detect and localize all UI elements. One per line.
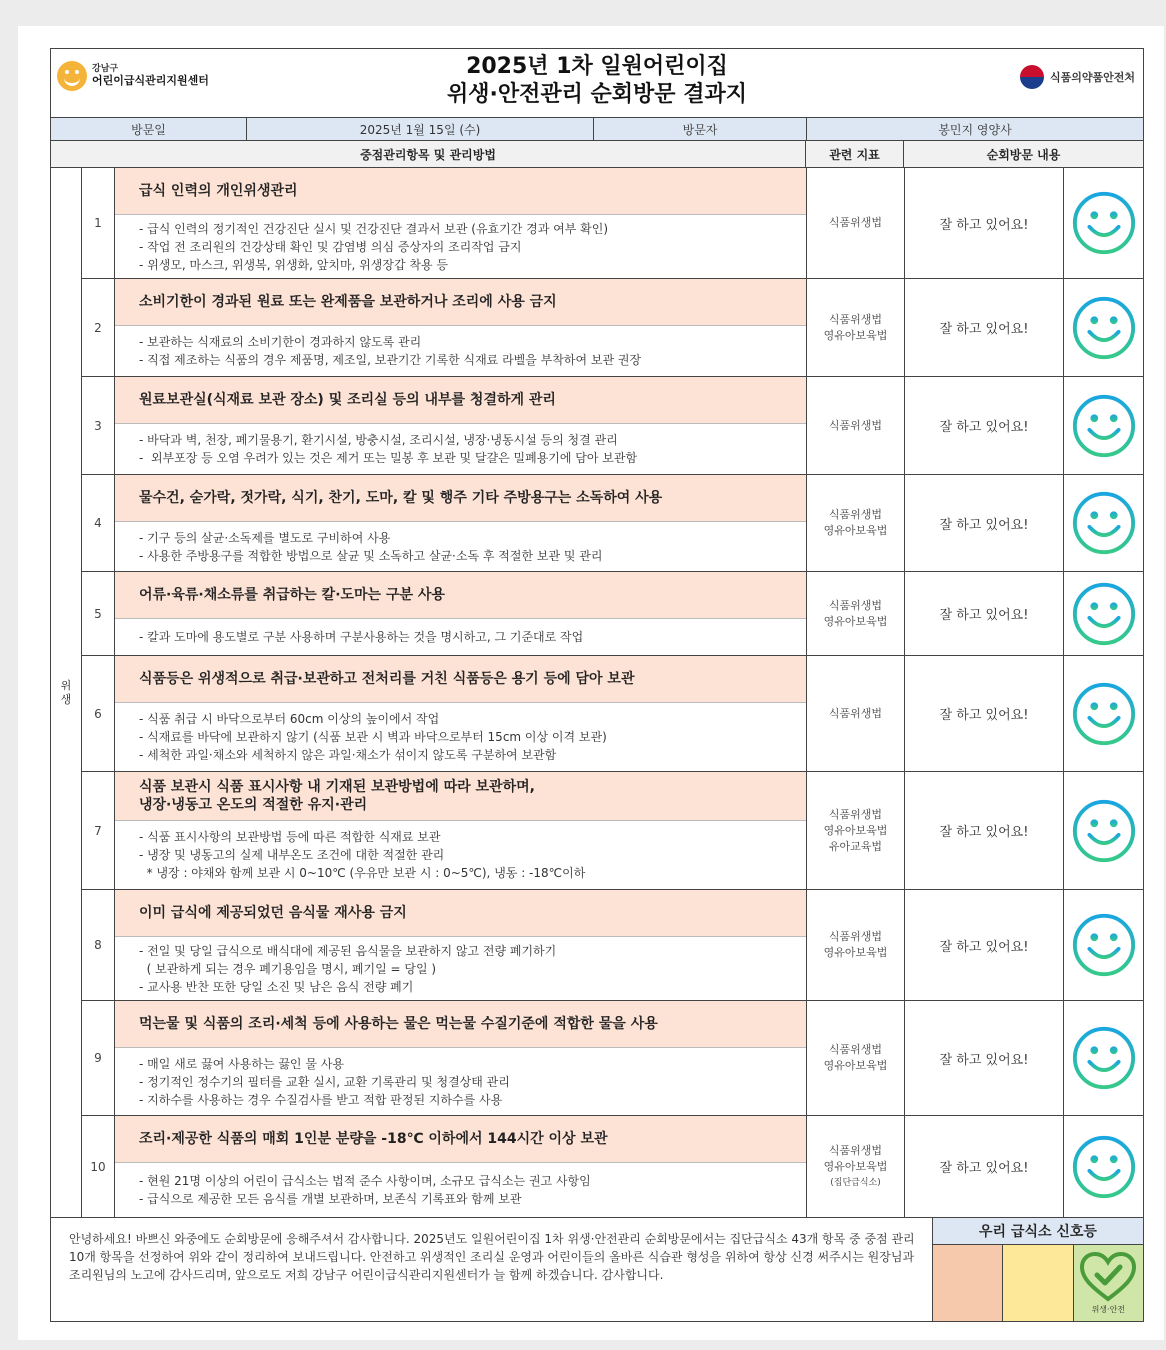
item-description-line: - 급식으로 제공한 모든 음식를 개별 보관하며, 보존식 기록표와 함께 보관: [139, 1192, 522, 1206]
visit-result: 잘 하고 있어요!: [905, 656, 1064, 771]
agency-logo: [1020, 65, 1135, 89]
checklist-row: [82, 377, 1143, 475]
item-title: [115, 1116, 806, 1163]
smiley-face-cell: [1064, 1116, 1143, 1217]
visit-result: 잘 하고 있어요!: [905, 1116, 1064, 1217]
item-description-line: - 칼과 도마에 용도별로 구분 사용하며 구분사용하는 것을 명시하고, 그 기준대로 작업: [139, 630, 584, 644]
item-description-line: - 보관하는 식재료의 소비기한이 경과하지 않도록 관리: [139, 335, 422, 349]
row-item: [115, 572, 807, 655]
item-description: [115, 424, 806, 474]
row-item: [115, 1001, 807, 1115]
visit-result: 잘 하고 있어요!: [905, 772, 1064, 889]
item-title-line: 급식 인력의 개인위생관리: [139, 182, 298, 199]
checklist-row: [82, 656, 1143, 772]
related-law: [807, 475, 905, 571]
category-text: 위 생: [60, 679, 72, 706]
title-line-1: 2025년 1차 일원어린이집: [466, 54, 728, 79]
title-line-2: 위생·안전관리 순회방문 결과지: [447, 82, 747, 107]
checklist-rows: [82, 168, 1143, 1217]
law-name: 영유아보육법: [823, 328, 888, 342]
checklist-row: [82, 1116, 1143, 1217]
item-title-line: 조리·제공한 식품의 매회 1인분 분량을 -18℃ 이하에서 144시간 이상 보관: [139, 1130, 608, 1147]
smiley-face-icon: [1070, 392, 1138, 460]
document-page: [18, 26, 1164, 1340]
row-item: [115, 377, 807, 474]
checklist-body: [51, 168, 1143, 1218]
item-description-line: - 바닥과 벽, 천장, 폐기물용기, 환기시설, 방충시설, 조리시설, 냉장·냉동시설 등의 청결 관리: [139, 433, 618, 447]
item-description-line: - 매일 새로 끓여 사용하는 끓인 물 사용: [139, 1056, 344, 1071]
item-title-line: 이미 급식에 제공되었던 음식물 재사용 금지: [139, 904, 407, 921]
greeting-text: 안녕하세요! 바쁘신 와중에도 순회방문에 응해주셔서 감사합니다. 2025년도 일원어린이집 1차 위생·안전관리 순회방문에서는 집단급식소 43개 항목 중 중점 관리 10개 항목을 선정하여 위와 같이 정리하여 보내드립니다. 안전하고 위생적인 조리실 운영과 어린이들의 올바른 식습관 형성을 위하여 항상 신경 써주시는 원장님과 조리원님의 노고에 감사드리며, 앞으로도 저희 강남구 어린이급식관리지원센터가 늘 함께 하겠습니다. 감사합니다.: [51, 1218, 933, 1321]
law-name: 영유아보육법: [823, 1159, 888, 1173]
signal-lights: [933, 1245, 1143, 1321]
item-title-line: 원료보관실(식재료 보관 장소) 및 조리실 등의 내부를 청결하게 관리: [139, 391, 556, 408]
checklist-row: [82, 572, 1143, 656]
item-description-line: - 기구 등의 살균·소독제를 별도로 구비하여 사용: [139, 530, 391, 545]
item-description: [115, 703, 806, 771]
item-description-line: - 식재료를 바닥에 보관하지 않기 (식품 보관 시 벽과 바닥으로부터 15cm 이상 이격 보관): [139, 730, 607, 744]
row-item: [115, 890, 807, 1000]
row-number: 8: [82, 890, 115, 1000]
row-item: [115, 475, 807, 571]
item-title: [115, 890, 806, 937]
item-title-line: 먹는물 및 식품의 조리·세척 등에 사용하는 물은 먹는물 수질기준에 적합한 물을 사용: [139, 1015, 658, 1032]
item-description: [115, 1163, 806, 1217]
category-label: [51, 168, 82, 1217]
law-name: 식품위생법: [828, 1143, 883, 1157]
item-description-line: - 현원 21명 이상의 어린이 급식소는 법적 준수 사항이며, 소규모 급식소는 권고 사항임: [139, 1174, 591, 1188]
item-title: [115, 377, 806, 424]
law-name: 식품위생법: [828, 216, 883, 229]
visit-result: 잘 하고 있어요!: [905, 1001, 1064, 1115]
item-title: [115, 1001, 806, 1048]
checklist-row: [82, 168, 1143, 279]
heart-check-icon: [1079, 1251, 1137, 1303]
item-description-line: - 식품 취급 시 바닥으로부터 60cm 이상의 높이에서 작업: [139, 712, 440, 726]
law-name: 영유아보육법: [823, 614, 888, 628]
item-description-line: - 식품 표시사항의 보관방법 등에 따른 적합한 식재료 보관: [139, 830, 441, 844]
item-description-line: - 교사용 반찬 또한 당일 소진 및 남은 음식 전량 폐기: [139, 979, 414, 994]
row-number: 2: [82, 279, 115, 376]
checklist-row: [82, 279, 1143, 377]
item-title: [115, 475, 806, 522]
signal-panel: [933, 1218, 1143, 1321]
row-number: 4: [82, 475, 115, 571]
row-item: [115, 168, 807, 278]
item-title: [115, 168, 806, 215]
row-number: 7: [82, 772, 115, 889]
law-name: 식품위생법: [828, 807, 883, 821]
related-law: [807, 168, 905, 278]
smiley-face-icon: [1070, 580, 1138, 648]
smiley-face-cell: [1064, 168, 1143, 278]
item-description-line: - 사용한 주방용구를 적합한 방법으로 살균 및 소독하고 살균·소독 후 적절한 보관 및 관리: [139, 548, 603, 563]
item-title-line: 물수건, 숟가락, 젓가락, 식기, 찬기, 도마, 칼 및 행주 기타 주방용구는 소독하여 사용: [139, 489, 663, 506]
related-law: [807, 656, 905, 771]
checklist-row: [82, 890, 1143, 1001]
column-header-row: [51, 141, 1143, 168]
column-items: 중점관리항목 및 관리방법: [51, 141, 806, 167]
item-title-line: 식품 보관시 식품 표시사항 내 기재된 보관방법에 따라 보관하며,: [139, 778, 535, 795]
visit-result: 잘 하고 있어요!: [905, 168, 1064, 278]
related-law: [807, 890, 905, 1000]
row-number: 3: [82, 377, 115, 474]
law-name: 식품위생법: [828, 930, 883, 943]
row-number: 6: [82, 656, 115, 771]
item-description-line: - 세척한 과일·채소와 세척하지 않은 과일·채소가 섞이지 않도록 구분하여 보관함: [139, 748, 557, 762]
smiley-face-cell: [1064, 377, 1143, 474]
item-title-line: 소비기한이 경과된 원료 또는 완제품을 보관하거나 조리에 사용 금지: [139, 293, 557, 310]
item-description: [115, 522, 806, 571]
item-description: [115, 215, 806, 278]
org-name: 어린이급식관리지원센터: [92, 73, 209, 87]
law-name: 식품위생법: [828, 312, 883, 326]
related-law: [807, 1116, 905, 1217]
law-name: 식품위생법: [828, 508, 883, 521]
checklist-row: [82, 1001, 1143, 1116]
item-description-line: - 위생모, 마스크, 위생복, 위생화, 앞치마, 위생장갑 착용 등: [139, 257, 448, 272]
law-name: 영유아보육법: [823, 946, 888, 959]
sheet-header: [51, 49, 1143, 118]
visit-info-row: [51, 118, 1143, 141]
item-description: [115, 937, 806, 1000]
visit-date-label: 방문일: [51, 118, 247, 140]
sheet-footer: [51, 1218, 1143, 1321]
item-description-line: ( 보관하게 되는 경우 폐기용임을 명시, 폐기일 = 당일 ): [139, 961, 437, 976]
item-description-line: - 급식 인력의 정기적인 건강진단 실시 및 건강진단 결과서 보관 (유효기간 경과 여부 확인): [139, 221, 609, 236]
smiley-face-icon: [1070, 911, 1138, 979]
item-title-line: 식품등은 위생적으로 취급·보관하고 전처리를 거친 식품등은 용기 등에 담아 보관: [139, 670, 635, 687]
column-law: 관련 지표: [806, 141, 904, 167]
item-description-line: - 전일 및 당일 급식으로 배식대에 제공된 음식물을 보관하지 않고 전량 폐기하기: [139, 943, 557, 958]
org-district: 강남구: [92, 64, 119, 74]
row-item: [115, 1116, 807, 1217]
column-result: 순회방문 내용: [986, 147, 1061, 162]
visit-result: 잘 하고 있어요!: [905, 572, 1064, 655]
smiley-face-icon: [1070, 189, 1138, 257]
checklist-row: [82, 475, 1143, 572]
agency-name: 식품의약품안전처: [1049, 71, 1135, 84]
law-name: 식품위생법: [828, 1043, 883, 1056]
item-description-line: - 냉장 및 냉동고의 실제 내부온도 조건에 대한 적절한 관리: [139, 848, 445, 862]
item-title-line: 냉장·냉동고 온도의 적절한 유지·관리: [139, 797, 368, 813]
smiley-face-cell: [1064, 772, 1143, 889]
item-title: [115, 772, 806, 821]
visit-date-value: 2025년 1월 15일 (수): [247, 118, 594, 140]
signal-title: 우리 급식소 신호등: [933, 1218, 1143, 1245]
item-title: [115, 279, 806, 326]
row-number: 1: [82, 168, 115, 278]
smiley-face-icon: [1070, 1133, 1138, 1201]
smiley-face-icon: [1070, 680, 1138, 748]
item-description: [115, 326, 806, 376]
signal-caption: 위생·안전: [1091, 1305, 1126, 1314]
related-law: [807, 1001, 905, 1115]
item-description-line: - 작업 전 조리원의 건강상태 확인 및 감염병 의심 증상자의 조리작업 금지: [139, 239, 522, 254]
signal-light-yellow: [1003, 1245, 1073, 1321]
law-name: 영유아보육법: [823, 1059, 888, 1072]
related-law: [807, 279, 905, 376]
item-title-line: 어류·육류·채소류를 취급하는 칼·도마는 구분 사용: [139, 586, 445, 603]
result-sheet: [50, 48, 1144, 1322]
visit-result: 잘 하고 있어요!: [905, 279, 1064, 376]
taegeuk-icon: [1020, 65, 1044, 89]
smiley-face-cell: [1064, 279, 1143, 376]
row-item: [115, 656, 807, 771]
item-description-line: - 외부포장 등 오염 우려가 있는 것은 제거 또는 밀봉 후 보관 및 달걀은 밀폐용기에 담아 보관함: [139, 451, 638, 465]
item-description-line: - 정기적인 정수기의 필터를 교환 실시, 교환 기록관리 및 청결상태 관리: [139, 1074, 510, 1089]
row-number: 9: [82, 1001, 115, 1115]
related-law: [807, 772, 905, 889]
row-number: 5: [82, 572, 115, 655]
page-title: [51, 53, 1143, 109]
visitor-value: 봉민지 영양사: [938, 122, 1012, 137]
visitor-label: 방문자: [594, 118, 807, 140]
signal-light-orange: [933, 1245, 1003, 1321]
row-item: [115, 279, 807, 376]
law-name: 식품위생법: [828, 598, 883, 612]
smiley-face-cell: [1064, 1001, 1143, 1115]
law-name: 영유아보육법: [823, 823, 888, 837]
item-description-line: * 냉장 : 야채와 함께 보관 시 0~10℃ (우유만 보관 시 : 0~5℃), 냉동 : -18℃이하: [139, 866, 586, 880]
smiley-face-icon: [1070, 294, 1138, 362]
item-description: [115, 619, 806, 655]
smiley-face-icon: [1070, 489, 1138, 557]
item-description: [115, 821, 806, 889]
related-law: [807, 572, 905, 655]
visit-result: 잘 하고 있어요!: [905, 377, 1064, 474]
row-number: 10: [82, 1116, 115, 1217]
law-name: (집단급식소): [830, 1177, 881, 1188]
law-name: 식품위생법: [828, 706, 883, 720]
signal-light-green: [1074, 1245, 1143, 1321]
smiley-face-cell: [1064, 890, 1143, 1000]
smiley-face-cell: [1064, 656, 1143, 771]
law-name: 유아교육법: [828, 839, 883, 853]
item-description: [115, 1048, 806, 1115]
smiley-face-icon: [1070, 1024, 1138, 1092]
item-description-line: - 직접 제조하는 식품의 경우 제품명, 제조일, 보관기간 기록한 식재료 라벨을 부착하여 보관 권장: [139, 353, 642, 367]
smiley-face-icon: [1070, 797, 1138, 865]
related-law: [807, 377, 905, 474]
checklist-row: [82, 772, 1143, 890]
smiley-face-cell: [1064, 475, 1143, 571]
smiley-face-cell: [1064, 572, 1143, 655]
item-title: [115, 572, 806, 619]
item-title: [115, 656, 806, 703]
law-name: 영유아보육법: [823, 524, 888, 537]
visit-result: 잘 하고 있어요!: [905, 890, 1064, 1000]
law-name: 식품위생법: [828, 418, 883, 432]
visit-result: 잘 하고 있어요!: [905, 475, 1064, 571]
row-item: [115, 772, 807, 889]
item-description-line: - 지하수를 사용하는 경우 수질검사를 받고 적합 판정된 지하수를 사용: [139, 1092, 503, 1107]
